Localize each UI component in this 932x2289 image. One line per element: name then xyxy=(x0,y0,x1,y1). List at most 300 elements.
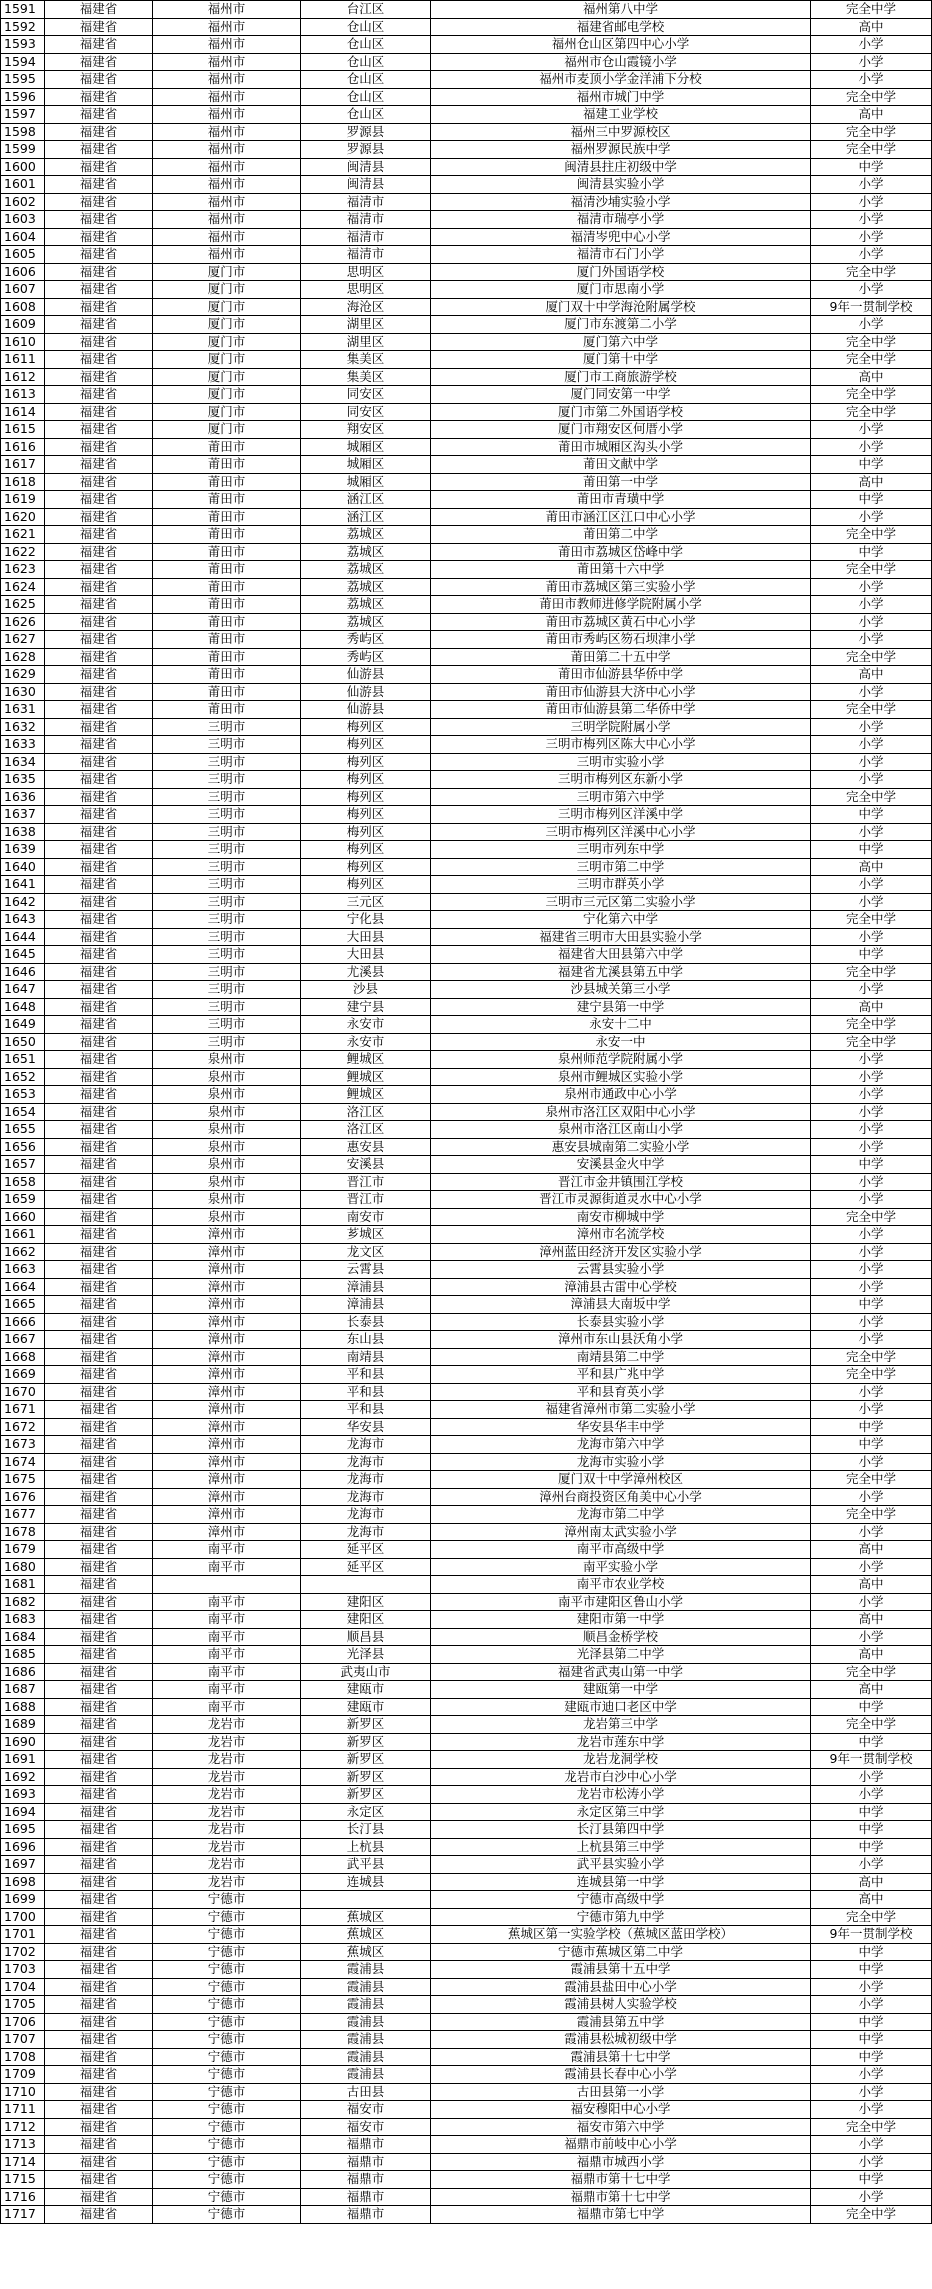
district-cell: 永安市 xyxy=(301,1033,431,1051)
city-cell: 莆田市 xyxy=(153,456,301,474)
province-cell: 福建省 xyxy=(45,123,153,141)
row-number-cell: 1648 xyxy=(1,998,45,1016)
school-type-cell: 完全中学 xyxy=(811,403,932,421)
school-name-cell: 福清岑兜中心小学 xyxy=(431,228,811,246)
city-cell: 莆田市 xyxy=(153,543,301,561)
city-cell: 宁德市 xyxy=(153,2153,301,2171)
district-cell: 荔城区 xyxy=(301,578,431,596)
row-number-cell: 1710 xyxy=(1,2083,45,2101)
school-type-cell: 中学 xyxy=(811,2013,932,2031)
district-cell: 梅列区 xyxy=(301,823,431,841)
province-cell: 福建省 xyxy=(45,1121,153,1139)
table-row xyxy=(1,106,932,124)
city-cell: 三明市 xyxy=(153,928,301,946)
row-number-cell: 1632 xyxy=(1,718,45,736)
school-type-cell: 小学 xyxy=(811,1453,932,1471)
school-type-cell: 9年一贯制学校 xyxy=(811,1926,932,1944)
city-cell: 厦门市 xyxy=(153,421,301,439)
city-cell: 莆田市 xyxy=(153,578,301,596)
province-cell: 福建省 xyxy=(45,438,153,456)
table-row xyxy=(1,2101,932,2119)
row-number-cell: 1693 xyxy=(1,1786,45,1804)
city-cell: 福州市 xyxy=(153,53,301,71)
school-name-cell: 莆田市仙游县第二华侨中学 xyxy=(431,701,811,719)
district-cell: 新罗区 xyxy=(301,1733,431,1751)
school-type-cell: 小学 xyxy=(811,421,932,439)
row-number-cell: 1686 xyxy=(1,1663,45,1681)
district-cell: 永安市 xyxy=(301,1016,431,1034)
school-name-cell: 华安县华丰中学 xyxy=(431,1418,811,1436)
school-name-cell: 永安十二中 xyxy=(431,1016,811,1034)
city-cell: 漳州市 xyxy=(153,1331,301,1349)
province-cell: 福建省 xyxy=(45,683,153,701)
row-number-cell: 1594 xyxy=(1,53,45,71)
school-type-cell: 完全中学 xyxy=(811,123,932,141)
school-type-cell: 中学 xyxy=(811,543,932,561)
table-row xyxy=(1,596,932,614)
school-type-cell: 完全中学 xyxy=(811,1208,932,1226)
province-cell: 福建省 xyxy=(45,1558,153,1576)
district-cell: 福鼎市 xyxy=(301,2188,431,2206)
table-row xyxy=(1,2206,932,2224)
row-number-cell: 1595 xyxy=(1,71,45,89)
table-row xyxy=(1,36,932,54)
school-type-cell: 小学 xyxy=(811,1191,932,1209)
school-name-cell: 龙海市第二中学 xyxy=(431,1506,811,1524)
school-name-cell: 顺昌金桥学校 xyxy=(431,1628,811,1646)
city-cell: 宁德市 xyxy=(153,2171,301,2189)
row-number-cell: 1672 xyxy=(1,1418,45,1436)
district-cell: 梅列区 xyxy=(301,788,431,806)
row-number-cell: 1714 xyxy=(1,2153,45,2171)
district-cell: 大田县 xyxy=(301,928,431,946)
district-cell: 仓山区 xyxy=(301,18,431,36)
school-name-cell: 莆田市荔城区岱峰中学 xyxy=(431,543,811,561)
row-number-cell: 1666 xyxy=(1,1313,45,1331)
district-cell: 福鼎市 xyxy=(301,2153,431,2171)
table-row xyxy=(1,1541,932,1559)
district-cell: 城厢区 xyxy=(301,473,431,491)
district-cell: 福鼎市 xyxy=(301,2136,431,2154)
school-type-cell: 完全中学 xyxy=(811,1663,932,1681)
school-name-cell: 宁德市高级中学 xyxy=(431,1891,811,1909)
district-cell: 龙海市 xyxy=(301,1453,431,1471)
city-cell: 漳州市 xyxy=(153,1488,301,1506)
city-cell: 福州市 xyxy=(153,18,301,36)
school-name-cell: 上杭县第三中学 xyxy=(431,1838,811,1856)
school-name-cell: 福鼎市第十七中学 xyxy=(431,2188,811,2206)
school-name-cell: 三明市三元区第二实验小学 xyxy=(431,893,811,911)
province-cell: 福建省 xyxy=(45,1,153,19)
district-cell: 仓山区 xyxy=(301,36,431,54)
district-cell: 龙海市 xyxy=(301,1488,431,1506)
row-number-cell: 1683 xyxy=(1,1611,45,1629)
row-number-cell: 1600 xyxy=(1,158,45,176)
province-cell: 福建省 xyxy=(45,648,153,666)
school-type-cell: 小学 xyxy=(811,2066,932,2084)
province-cell: 福建省 xyxy=(45,403,153,421)
school-name-cell: 漳州市名流学校 xyxy=(431,1226,811,1244)
school-name-cell: 莆田市涵江区江口中心小学 xyxy=(431,508,811,526)
city-cell: 龙岩市 xyxy=(153,1856,301,1874)
school-type-cell: 小学 xyxy=(811,508,932,526)
school-name-cell: 福安穆阳中心小学 xyxy=(431,2101,811,2119)
school-type-cell: 完全中学 xyxy=(811,333,932,351)
city-cell: 莆田市 xyxy=(153,683,301,701)
table-row xyxy=(1,456,932,474)
province-cell: 福建省 xyxy=(45,1978,153,1996)
city-cell: 莆田市 xyxy=(153,666,301,684)
school-name-cell: 厦门外国语学校 xyxy=(431,263,811,281)
district-cell: 新罗区 xyxy=(301,1786,431,1804)
province-cell: 福建省 xyxy=(45,1016,153,1034)
school-type-cell: 中学 xyxy=(811,1961,932,1979)
district-cell: 漳浦县 xyxy=(301,1296,431,1314)
city-cell: 莆田市 xyxy=(153,526,301,544)
city-cell xyxy=(153,1576,301,1594)
city-cell: 福州市 xyxy=(153,1,301,19)
school-name-cell: 莆田文献中学 xyxy=(431,456,811,474)
district-cell: 仙游县 xyxy=(301,666,431,684)
row-number-cell: 1671 xyxy=(1,1401,45,1419)
province-cell: 福建省 xyxy=(45,1278,153,1296)
school-type-cell: 高中 xyxy=(811,858,932,876)
city-cell: 漳州市 xyxy=(153,1366,301,1384)
row-number-cell: 1700 xyxy=(1,1908,45,1926)
province-cell: 福建省 xyxy=(45,911,153,929)
province-cell: 福建省 xyxy=(45,456,153,474)
table-row xyxy=(1,683,932,701)
school-type-cell: 高中 xyxy=(811,1611,932,1629)
school-name-cell: 长泰县实验小学 xyxy=(431,1313,811,1331)
school-type-cell: 9年一贯制学校 xyxy=(811,1751,932,1769)
province-cell: 福建省 xyxy=(45,1436,153,1454)
district-cell: 湖里区 xyxy=(301,333,431,351)
city-cell: 莆田市 xyxy=(153,438,301,456)
table-row xyxy=(1,1786,932,1804)
district-cell: 华安县 xyxy=(301,1418,431,1436)
province-cell: 福建省 xyxy=(45,1068,153,1086)
district-cell: 梅列区 xyxy=(301,771,431,789)
province-cell: 福建省 xyxy=(45,613,153,631)
school-name-cell: 永安一中 xyxy=(431,1033,811,1051)
province-cell: 福建省 xyxy=(45,753,153,771)
province-cell: 福建省 xyxy=(45,1191,153,1209)
school-type-cell: 高中 xyxy=(811,368,932,386)
row-number-cell: 1677 xyxy=(1,1506,45,1524)
table-row xyxy=(1,158,932,176)
school-name-cell: 厦门同安第一中学 xyxy=(431,386,811,404)
school-type-cell: 高中 xyxy=(811,473,932,491)
row-number-cell: 1716 xyxy=(1,2188,45,2206)
school-name-cell: 建阳市第一中学 xyxy=(431,1611,811,1629)
school-type-cell: 小学 xyxy=(811,736,932,754)
city-cell: 莆田市 xyxy=(153,613,301,631)
district-cell: 闽清县 xyxy=(301,158,431,176)
school-type-cell: 小学 xyxy=(811,596,932,614)
school-type-cell: 中学 xyxy=(811,1733,932,1751)
province-cell: 福建省 xyxy=(45,1873,153,1891)
province-cell: 福建省 xyxy=(45,1576,153,1594)
row-number-cell: 1696 xyxy=(1,1838,45,1856)
district-cell: 洛江区 xyxy=(301,1103,431,1121)
table-row xyxy=(1,211,932,229)
row-number-cell: 1591 xyxy=(1,1,45,19)
table-row xyxy=(1,1331,932,1349)
school-name-cell: 福建省武夷山第一中学 xyxy=(431,1663,811,1681)
province-cell: 福建省 xyxy=(45,1138,153,1156)
district-cell: 荔城区 xyxy=(301,596,431,614)
province-cell: 福建省 xyxy=(45,1523,153,1541)
province-cell: 福建省 xyxy=(45,1086,153,1104)
province-cell: 福建省 xyxy=(45,946,153,964)
city-cell: 三明市 xyxy=(153,788,301,806)
row-number-cell: 1679 xyxy=(1,1541,45,1559)
city-cell: 厦门市 xyxy=(153,333,301,351)
district-cell: 延平区 xyxy=(301,1558,431,1576)
province-cell: 福建省 xyxy=(45,1908,153,1926)
district-cell: 集美区 xyxy=(301,368,431,386)
table-row xyxy=(1,1068,932,1086)
school-type-cell: 完全中学 xyxy=(811,701,932,719)
school-name-cell: 三明市第六中学 xyxy=(431,788,811,806)
city-cell: 龙岩市 xyxy=(153,1768,301,1786)
province-cell: 福建省 xyxy=(45,193,153,211)
province-cell: 福建省 xyxy=(45,2101,153,2119)
province-cell: 福建省 xyxy=(45,386,153,404)
district-cell: 连城县 xyxy=(301,1873,431,1891)
school-name-cell: 长汀县第四中学 xyxy=(431,1821,811,1839)
school-name-cell: 三明市梅列区东新小学 xyxy=(431,771,811,789)
school-type-cell: 中学 xyxy=(811,1156,932,1174)
table-row xyxy=(1,981,932,999)
table-row xyxy=(1,316,932,334)
district-cell: 沙县 xyxy=(301,981,431,999)
district-cell: 霞浦县 xyxy=(301,2048,431,2066)
district-cell: 惠安县 xyxy=(301,1138,431,1156)
district-cell: 仙游县 xyxy=(301,683,431,701)
school-type-cell: 小学 xyxy=(811,893,932,911)
district-cell: 鲤城区 xyxy=(301,1051,431,1069)
district-cell: 霞浦县 xyxy=(301,2066,431,2084)
province-cell: 福建省 xyxy=(45,1593,153,1611)
row-number-cell: 1654 xyxy=(1,1103,45,1121)
table-row xyxy=(1,1453,932,1471)
row-number-cell: 1633 xyxy=(1,736,45,754)
school-name-cell: 福鼎市前岐中心小学 xyxy=(431,2136,811,2154)
school-name-cell: 三明市梅列区洋溪中心小学 xyxy=(431,823,811,841)
row-number-cell: 1642 xyxy=(1,893,45,911)
school-name-cell: 厦门市思南小学 xyxy=(431,281,811,299)
row-number-cell: 1616 xyxy=(1,438,45,456)
school-name-cell: 莆田市仙游县大济中心小学 xyxy=(431,683,811,701)
row-number-cell: 1620 xyxy=(1,508,45,526)
district-cell: 思明区 xyxy=(301,263,431,281)
school-type-cell: 完全中学 xyxy=(811,1033,932,1051)
school-name-cell: 三明市群英小学 xyxy=(431,876,811,894)
school-name-cell: 龙岩第三中学 xyxy=(431,1716,811,1734)
province-cell: 福建省 xyxy=(45,876,153,894)
district-cell: 鲤城区 xyxy=(301,1068,431,1086)
province-cell: 福建省 xyxy=(45,1961,153,1979)
school-type-cell: 小学 xyxy=(811,1243,932,1261)
school-name-cell: 龙岩市白沙中心小学 xyxy=(431,1768,811,1786)
row-number-cell: 1647 xyxy=(1,981,45,999)
district-cell: 福鼎市 xyxy=(301,2171,431,2189)
row-number-cell: 1665 xyxy=(1,1296,45,1314)
school-name-cell: 福清市瑞亭小学 xyxy=(431,211,811,229)
school-type-cell: 小学 xyxy=(811,2136,932,2154)
city-cell: 宁德市 xyxy=(153,1926,301,1944)
school-type-cell: 小学 xyxy=(811,928,932,946)
district-cell: 仓山区 xyxy=(301,53,431,71)
table-row xyxy=(1,403,932,421)
district-cell: 梅列区 xyxy=(301,876,431,894)
province-cell: 福建省 xyxy=(45,1173,153,1191)
table-row xyxy=(1,1803,932,1821)
table-row xyxy=(1,561,932,579)
school-type-cell: 高中 xyxy=(811,1873,932,1891)
row-number-cell: 1690 xyxy=(1,1733,45,1751)
school-type-cell: 小学 xyxy=(811,2153,932,2171)
table-row xyxy=(1,1103,932,1121)
school-name-cell: 南平市建阳区鲁山小学 xyxy=(431,1593,811,1611)
table-row xyxy=(1,2066,932,2084)
school-name-cell: 福鼎市城西小学 xyxy=(431,2153,811,2171)
province-cell: 福建省 xyxy=(45,421,153,439)
district-cell: 平和县 xyxy=(301,1401,431,1419)
city-cell: 泉州市 xyxy=(153,1051,301,1069)
row-number-cell: 1656 xyxy=(1,1138,45,1156)
city-cell: 三明市 xyxy=(153,946,301,964)
table-row xyxy=(1,386,932,404)
table-row xyxy=(1,71,932,89)
school-name-cell: 莆田市荔城区第三实验小学 xyxy=(431,578,811,596)
row-number-cell: 1626 xyxy=(1,613,45,631)
school-name-cell: 龙海市实验小学 xyxy=(431,1453,811,1471)
district-cell: 梅列区 xyxy=(301,753,431,771)
district-cell: 罗源县 xyxy=(301,123,431,141)
district-cell: 晋江市 xyxy=(301,1173,431,1191)
school-name-cell: 三明市梅列区洋溪中学 xyxy=(431,806,811,824)
school-type-cell: 小学 xyxy=(811,631,932,649)
school-name-cell: 光泽县第二中学 xyxy=(431,1646,811,1664)
city-cell: 南平市 xyxy=(153,1611,301,1629)
school-name-cell: 厦门双十中学海沧附属学校 xyxy=(431,298,811,316)
province-cell: 福建省 xyxy=(45,1943,153,1961)
district-cell: 龙海市 xyxy=(301,1506,431,1524)
province-cell: 福建省 xyxy=(45,666,153,684)
table-row xyxy=(1,88,932,106)
district-cell: 仙游县 xyxy=(301,701,431,719)
city-cell: 漳州市 xyxy=(153,1313,301,1331)
row-number-cell: 1634 xyxy=(1,753,45,771)
school-type-cell: 小学 xyxy=(811,823,932,841)
table-row xyxy=(1,718,932,736)
school-type-cell: 小学 xyxy=(811,718,932,736)
district-cell xyxy=(301,1576,431,1594)
city-cell: 泉州市 xyxy=(153,1191,301,1209)
city-cell: 泉州市 xyxy=(153,1156,301,1174)
school-name-cell: 福建省三明市大田县实验小学 xyxy=(431,928,811,946)
row-number-cell: 1702 xyxy=(1,1943,45,1961)
province-cell: 福建省 xyxy=(45,36,153,54)
table-row xyxy=(1,2136,932,2154)
row-number-cell: 1640 xyxy=(1,858,45,876)
province-cell: 福建省 xyxy=(45,508,153,526)
district-cell: 龙文区 xyxy=(301,1243,431,1261)
city-cell: 三明市 xyxy=(153,963,301,981)
school-type-cell: 小学 xyxy=(811,1226,932,1244)
row-number-cell: 1707 xyxy=(1,2031,45,2049)
province-cell: 福建省 xyxy=(45,71,153,89)
school-type-cell: 高中 xyxy=(811,18,932,36)
city-cell: 龙岩市 xyxy=(153,1751,301,1769)
school-type-cell: 小学 xyxy=(811,438,932,456)
province-cell: 福建省 xyxy=(45,1926,153,1944)
table-row xyxy=(1,1821,932,1839)
school-type-cell: 小学 xyxy=(811,1278,932,1296)
province-cell: 福建省 xyxy=(45,1663,153,1681)
province-cell: 福建省 xyxy=(45,1331,153,1349)
district-cell: 晋江市 xyxy=(301,1191,431,1209)
district-cell: 长泰县 xyxy=(301,1313,431,1331)
school-name-cell: 建宁县第一中学 xyxy=(431,998,811,1016)
table-row xyxy=(1,806,932,824)
province-cell: 福建省 xyxy=(45,281,153,299)
school-name-cell: 福建省邮电学校 xyxy=(431,18,811,36)
city-cell: 三明市 xyxy=(153,823,301,841)
row-number-cell: 1712 xyxy=(1,2118,45,2136)
school-type-cell: 完全中学 xyxy=(811,1716,932,1734)
province-cell: 福建省 xyxy=(45,53,153,71)
district-cell: 龙海市 xyxy=(301,1436,431,1454)
province-cell: 福建省 xyxy=(45,2066,153,2084)
school-type-cell: 中学 xyxy=(811,1803,932,1821)
district-cell: 福鼎市 xyxy=(301,2206,431,2224)
school-name-cell: 漳州市东山县沃角小学 xyxy=(431,1331,811,1349)
row-number-cell: 1627 xyxy=(1,631,45,649)
school-name-cell: 晋江市金井镇围江学校 xyxy=(431,1173,811,1191)
row-number-cell: 1673 xyxy=(1,1436,45,1454)
table-row xyxy=(1,1261,932,1279)
table-row xyxy=(1,473,932,491)
row-number-cell: 1657 xyxy=(1,1156,45,1174)
school-name-cell: 莆田第二中学 xyxy=(431,526,811,544)
row-number-cell: 1596 xyxy=(1,88,45,106)
district-cell: 翔安区 xyxy=(301,421,431,439)
district-cell: 古田县 xyxy=(301,2083,431,2101)
table-row xyxy=(1,2083,932,2101)
city-cell: 厦门市 xyxy=(153,403,301,421)
school-type-cell: 小学 xyxy=(811,613,932,631)
province-cell: 福建省 xyxy=(45,1366,153,1384)
table-row xyxy=(1,1033,932,1051)
city-cell: 龙岩市 xyxy=(153,1716,301,1734)
row-number-cell: 1636 xyxy=(1,788,45,806)
table-row xyxy=(1,351,932,369)
city-cell: 莆田市 xyxy=(153,561,301,579)
school-type-cell: 完全中学 xyxy=(811,963,932,981)
district-cell: 新罗区 xyxy=(301,1768,431,1786)
city-cell: 三明市 xyxy=(153,736,301,754)
city-cell: 宁德市 xyxy=(153,2048,301,2066)
province-cell: 福建省 xyxy=(45,333,153,351)
school-name-cell: 莆田市秀屿区笏石坝津小学 xyxy=(431,631,811,649)
school-name-cell: 福鼎市第七中学 xyxy=(431,2206,811,2224)
school-name-cell: 永定区第三中学 xyxy=(431,1803,811,1821)
province-cell: 福建省 xyxy=(45,2153,153,2171)
